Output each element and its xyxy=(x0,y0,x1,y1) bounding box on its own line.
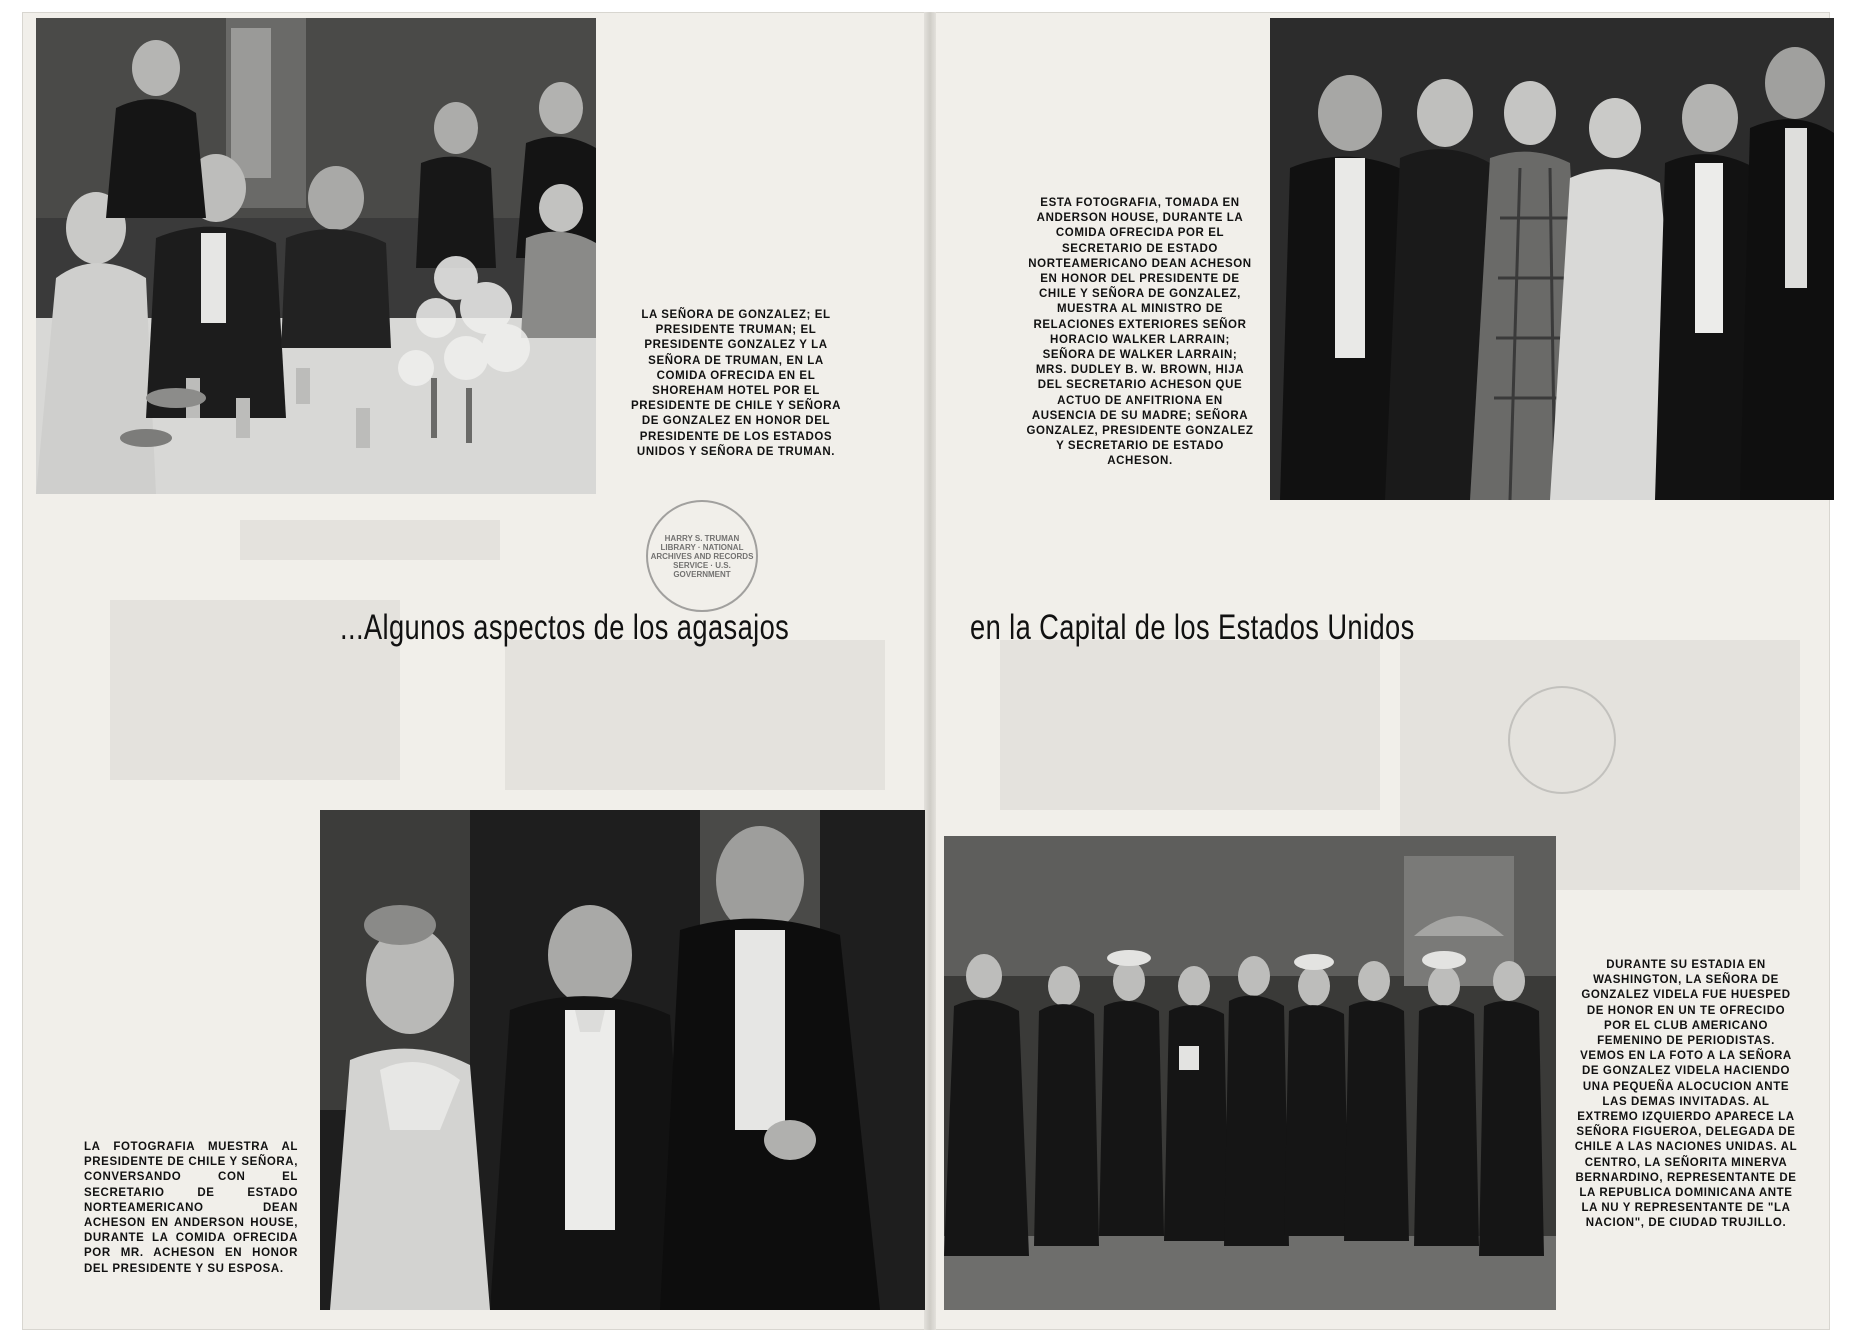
show-through-text xyxy=(505,640,885,790)
caption-press-club-tea: DURANTE SU ESTADIA EN WASHINGTON, LA SEÑORA DE GONZALEZ VIDELA FUE HUESPED DE HONOR EN UN TE OFRECIDO POR EL CLUB AMERICANO FEMENINO DE PERIODISTAS. VEMOS EN LA FOTO A LA SEÑORA DE GONZALEZ VIDELA HACIENDO UNA PEQUEÑA ALOCUCION ANTE LAS DEMAS INVITADAS. AL EXTREMO IZQUIERDO APARECE LA SEÑORA FIGUEROA, DELEGADA DE CHILE A LAS NACIONES UNIDAS. AL CENTRO, LA SEÑORITA MINERVA BERNARDINO, REPRESENTANTE DE LA REPUBLICA DOMINICANA ANTE LA NU Y REPRESENTANTE DE "LA NACION", DE CIUDAD TRUJILLO. xyxy=(1574,959,1798,1230)
photo-conversation-acheson xyxy=(320,810,925,1310)
library-stamp-text: HARRY S. TRUMAN LIBRARY · NATIONAL ARCHIVES AND RECORDS SERVICE · U.S. GOVERNMENT xyxy=(650,533,754,579)
photo-anderson-house-group-image xyxy=(1270,18,1834,500)
headline-right: en la Capital de los Estados Unidos xyxy=(970,608,1415,647)
library-stamp-faint xyxy=(1508,686,1616,794)
photo-shoreham-dinner-image xyxy=(36,18,596,494)
photo-anderson-house-group xyxy=(1270,18,1834,500)
library-stamp xyxy=(646,500,758,612)
page-gutter xyxy=(924,12,936,1330)
caption-anderson-house-group: ESTA FOTOGRAFIA, TOMADA EN ANDERSON HOUSE, DURANTE LA COMIDA OFRECIDA POR EL SECRETARIO DE ESTADO NORTEAMERICANO DEAN ACHESON EN HONOR DEL PRESIDENTE DE CHILE Y SEÑORA DE GONZALEZ, MUESTRA AL MINISTRO DE RELACIONES EXTERIORES SEÑOR HORACIO WALKER LARRAIN; SEÑORA DE WALKER LARRAIN; MRS. DUDLEY B. W. BROWN, HIJA DEL SECRETARIO ACHESON QUE ACTUO DE ANFITRIONA EN AUSENCIA DE SU MADRE; SEÑORA GONZALEZ, PRESIDENTE GONZALEZ Y SECRETARIO DE ESTADO ACHESON. xyxy=(1026,197,1254,468)
photo-press-club-tea xyxy=(944,836,1556,1310)
show-through-text xyxy=(240,520,500,560)
photo-conversation-acheson-image xyxy=(320,810,925,1310)
caption-conversation-acheson: LA FOTOGRAFIA MUESTRA AL PRESIDENTE DE CHILE Y SEÑORA, CONVERSANDO CON EL SECRETARIO DE ESTADO NORTEAMERICANO DEAN ACHESON EN ANDERSON HOUSE, DURANTE LA COMIDA OFRECIDA POR MR. ACHESON EN HONOR DEL PRESIDENTE Y SU ESPOSA. xyxy=(84,1141,298,1275)
caption-shoreham-dinner: LA SEÑORA DE GONZALEZ; EL PRESIDENTE TRUMAN; EL PRESIDENTE GONZALEZ Y LA SEÑORA DE TRUMAN, EN LA COMIDA OFRECIDA EN EL SHOREHAM HOTEL POR EL PRESIDENTE DE CHILE Y SEÑORA DE GONZALEZ EN HONOR DEL PRESIDENTE DE LOS ESTADOS UNIDOS Y SEÑORA DE TRUMAN. xyxy=(631,309,841,458)
show-through-text xyxy=(1000,640,1380,810)
photo-shoreham-dinner xyxy=(36,18,596,494)
headline-left: ...Algunos aspectos de los agasajos xyxy=(340,608,790,647)
photo-press-club-tea-image xyxy=(944,836,1556,1310)
